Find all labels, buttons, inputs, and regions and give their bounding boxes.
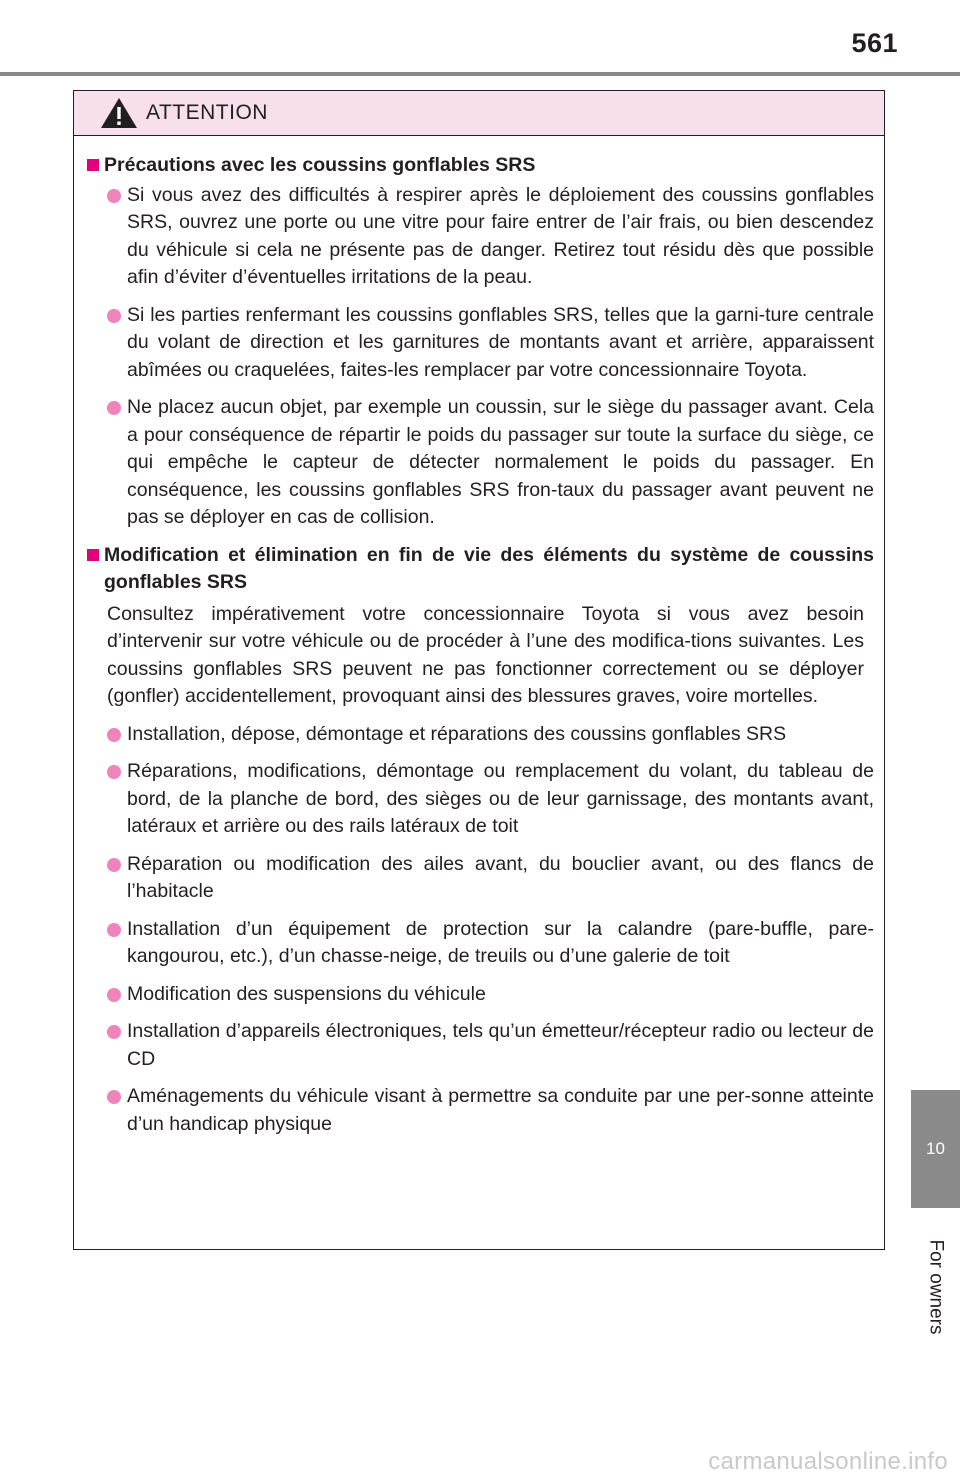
bullet-dot-icon [107,923,121,937]
list-item [107,851,874,906]
section-title: Précautions avec les coussins gonflables SRS [104,154,536,176]
section-heading [87,542,874,597]
list-item [107,758,874,841]
list-item [107,721,874,749]
warning-triangle-icon [100,96,138,130]
page-number: 561 [851,28,898,58]
bullet-dot-icon [107,309,121,323]
chapter-number: 10 [926,1139,945,1158]
bullet-dot-icon [107,858,121,872]
chapter-label-text: For owners [925,1239,947,1335]
list-item-text: Installation, dépose, démontage et réparations des coussins gonflables SRS [127,722,787,745]
section-title: Modification et élimination en fin de vie des éléments du système de coussins gonflables SRS [104,543,874,593]
list-item [107,394,874,532]
bullet-dot-icon [107,988,121,1002]
list-item [107,1018,874,1073]
list-item-text: Aménagements du véhicule visant à permettre sa conduite par une per-sonne atteinte d’un handicap physique [127,1085,874,1135]
list-item [107,302,874,385]
bullet-dot-icon [107,1025,121,1039]
list-item-text: Si vous avez des difficultés à respirer après le déploiement des coussins gonflables SRS, ouvrez une porte ou une vitre pour faire entrer de l’air frais, ou bien descendez du véhicule si cela ne présente pas de danger. Retirez tout résidu dès que possible afin d’éviter d’éventuelles irritations de la peau. [127,183,874,288]
attention-header [74,91,884,136]
bullet-dot-icon [107,401,121,415]
section-heading [87,152,874,180]
square-bullet-icon [87,549,99,561]
list-item-text: Si les parties renfermant les coussins gonflables SRS, telles que la garni-ture centrale du volant de direction et les garnitures de montants avant et arrière, apparaissent abîmées ou craquelées, faites-les remplacer par votre concessionnaire Toyota. [127,303,874,381]
list-item-text: Ne placez aucun objet, par exemple un coussin, sur le siège du passager avant. Cela a pour conséquence de répartir le poids du passager sur toute la surface du siège, ce qui empêche le capteur de détecter normalement le poids du passager. En conséquence, les coussins gonflables SRS fron-taux du passager avant peuvent ne pas se déployer en cas de collision. [127,396,874,528]
list-item-text: Réparations, modifications, démontage ou remplacement du volant, du tableau de bord, de la planche de bord, des sièges ou de leur garnissage, des montants avant, latéraux et arrière ou des rails latéraux de toit [127,760,874,837]
bullet-dot-icon [107,189,121,203]
list-item [107,981,874,1009]
chapter-label [911,1222,960,1352]
bullet-dot-icon [107,728,121,742]
watermark: carmanualsonline.info [708,1448,948,1475]
section-paragraph: Consultez impérativement votre concessionnaire Toyota si vous avez besoin d’intervenir sur votre véhicule ou de procéder à l’une des modifica-tions suivantes. Les coussins gonflables SRS peuvent ne pas fonctionner correctement ou se déployer (gonfler) accidentellement, provoquant ainsi des blessures graves, voire mortelles. [107,602,864,707]
list-item-text: Installation d’appareils électroniques, tels qu’un émetteur/récepteur radio ou lecteur de CD [127,1020,874,1070]
list-item-text: Modification des suspensions du véhicule [127,982,486,1005]
attention-title: ATTENTION [146,101,268,124]
list-item [107,182,874,292]
attention-body [74,136,884,1138]
bullet-dot-icon [107,765,121,779]
list-item-text: Installation d’un équipement de protection sur la calandre (pare-buffle, pare-kangourou, etc.), d’un chasse-neige, de treuils ou d’une galerie de toit [127,917,874,967]
top-rule [0,72,960,76]
square-bullet-icon [87,159,99,171]
list-item [107,1083,874,1138]
list-item-text: Réparation ou modification des ailes avant, du bouclier avant, ou des flancs de l’habitacle [127,852,874,902]
attention-box [73,90,885,1250]
chapter-tab[interactable] [911,1090,960,1208]
bullet-dot-icon [107,1090,121,1104]
list-item [107,916,874,971]
